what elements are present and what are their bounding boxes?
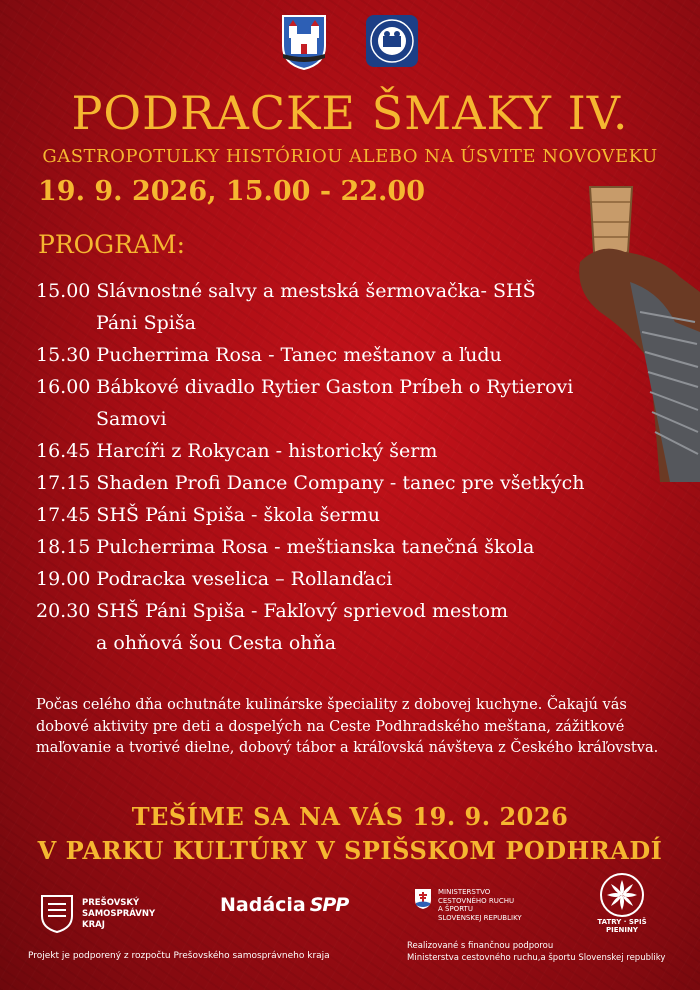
sponsor-logos xyxy=(0,880,700,990)
psk-logo xyxy=(40,894,155,934)
footer-support-line: Realizované s finančnou podporou xyxy=(407,941,554,951)
footer-support-ministry xyxy=(407,940,665,964)
psk-shield-icon xyxy=(40,894,74,934)
invitation-line-1: TEŠÍME SA NA VÁS 19. 9. 2026 xyxy=(131,802,569,831)
program-item xyxy=(36,563,646,595)
program-item xyxy=(36,531,646,563)
program-item-text: 20.30 SHŠ Páni Spiša - Fakľový sprievod mestom xyxy=(36,600,509,622)
program-item-text: 19.00 Podracka veselica – Rollanďaci xyxy=(36,568,393,590)
program-item xyxy=(36,435,646,467)
program-item-text: 15.30 Pucherrima Rosa - Tanec meštanov a ľudu xyxy=(36,344,502,366)
program-item-text: 17.45 SHŠ Páni Spiša - škola šermu xyxy=(36,504,380,526)
ministry-line: MINISTERSTVO xyxy=(438,888,491,896)
program-item-text: 17.15 Shaden Profi Dance Company - tanec pre všetkých xyxy=(36,472,585,494)
program-item xyxy=(36,275,646,339)
historical-club-logo-icon xyxy=(365,14,419,68)
event-subtitle: GASTROPOTULKY HISTÓRIOU ALEBO NA ÚSVITE NOVOVEKU xyxy=(42,146,658,167)
psk-line: KRAJ xyxy=(82,919,105,930)
invitation-line-2: V PARKU KULTÚRY V SPIŠSKOM PODHRADÍ xyxy=(37,836,663,865)
event-title: PODRACKE ŠMAKY IV. xyxy=(71,86,629,140)
program-item xyxy=(36,371,646,435)
event-description: Počas celého dňa ochutnáte kulinárske špeciality z dobovej kuchyne. Čakajú vás dobové aktivity pre deti a dospelých na Ceste Podhradského meštana, zážitkové maľovanie a tvorivé dielne, dobový tábor a kráľovská návšteva z Českého kráľovstva. xyxy=(36,697,659,756)
footer-support-line: Ministerstva cestovného ruchu,a športu Slovenskej republiky xyxy=(407,953,666,963)
slovak-emblem-icon xyxy=(414,888,432,910)
program-item-text: 16.45 Harcíři z Rokycan - historický šerm xyxy=(36,440,438,462)
program-item xyxy=(36,467,646,499)
program-item-continuation: Samovi xyxy=(96,408,167,430)
town-crest-icon xyxy=(281,14,327,70)
nadacia-spp-logo xyxy=(220,894,348,916)
tatry-text xyxy=(590,918,654,934)
program-item xyxy=(36,499,646,531)
program-item xyxy=(36,595,646,659)
psk-line: SAMOSPRÁVNY xyxy=(82,908,156,919)
psk-text xyxy=(82,898,155,931)
program-item-text: 18.15 Pulcherrima Rosa - meštianska tanečná škola xyxy=(36,536,535,558)
program-heading: PROGRAM: xyxy=(38,230,186,259)
spp-text: SPP xyxy=(309,894,349,916)
program-list xyxy=(36,275,646,659)
ministry-line: CESTOVNÉHO RUCHU xyxy=(438,896,515,905)
ministry-logo xyxy=(414,888,522,922)
program-item-continuation: Páni Spiša xyxy=(96,312,196,334)
tatry-line: TATRY · SPIŠ xyxy=(597,918,647,926)
program-item-continuation: a ohňová šou Cesta ohňa xyxy=(96,632,337,654)
ministry-line: SLOVENSKEJ REPUBLIKY xyxy=(438,913,522,922)
program-item-text: 16.00 Bábkové divadlo Rytier Gaston Príbeh o Rytierovi xyxy=(36,376,574,398)
program-item xyxy=(36,339,646,371)
tatry-flower-icon xyxy=(596,872,648,918)
footer-support-psk: Projekt je podporený z rozpočtu Prešovského samosprávneho kraja xyxy=(28,951,330,961)
top-logos xyxy=(0,14,700,70)
event-date: 19. 9. 2026, 15.00 - 22.00 xyxy=(38,176,426,207)
tatry-line: PIENINY xyxy=(606,926,638,934)
program-item-text: 15.00 Slávnostné salvy a mestská šermovačka- SHŠ xyxy=(36,280,536,302)
tatry-spis-pieniny-logo xyxy=(590,872,654,934)
ministry-line: A ŠPORTU xyxy=(438,905,473,913)
ministry-text xyxy=(438,888,522,922)
psk-line: PREŠOVSKÝ xyxy=(82,897,140,908)
nadacia-text: Nadácia xyxy=(220,894,306,916)
